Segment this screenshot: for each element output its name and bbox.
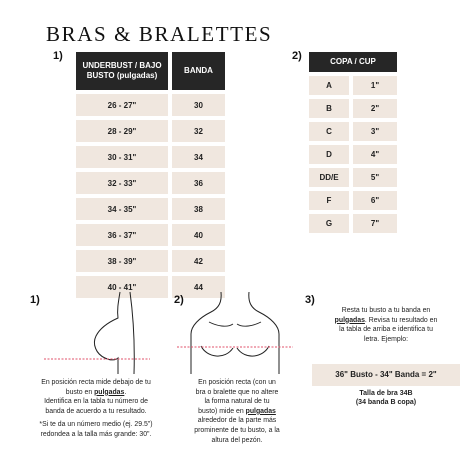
table-row	[76, 224, 225, 246]
cup-inches-cell: 7"	[353, 214, 397, 233]
cup-inches-cell: 1"	[353, 76, 397, 95]
table-row	[309, 214, 397, 233]
cup-letter-cell: A	[309, 76, 349, 95]
example-calculation: 36" Busto - 34" Banda = 2"	[312, 364, 460, 386]
cup-inches-cell: 6"	[353, 191, 397, 210]
table-row	[309, 122, 397, 141]
step3-caption: Resta tu busto a tu banda en pulgadas. Revisa tu resultado en la tabla de arriba e identifica tu letra. Ejemplo:	[334, 307, 438, 343]
cup-letter-cell: B	[309, 99, 349, 118]
underbust-cell: 40 - 41"	[76, 276, 168, 298]
step2-caption: En posición recta (con un bra o bralette que no altere la forma natural de tu busto) mide en pulgadas alrededor de la parte más prominente de tu busto, a la altura del pezón.	[194, 379, 280, 444]
table-row	[76, 146, 225, 168]
table-header-row	[76, 52, 225, 90]
underbust-cell: 34 - 35"	[76, 198, 168, 220]
band-size-table	[76, 48, 225, 302]
band-cell: 36	[172, 172, 225, 194]
underbust-column-header: UNDERBUST / BAJO BUSTO (pulgadas)	[76, 52, 168, 90]
cup-inches-cell: 3"	[353, 122, 397, 141]
table-row	[309, 145, 397, 164]
band-column-header: BANDA	[172, 52, 225, 90]
band-cell: 32	[172, 120, 225, 142]
table-row	[76, 172, 225, 194]
band-cell: 38	[172, 198, 225, 220]
table-row	[76, 120, 225, 142]
underbust-cell: 38 - 39"	[76, 250, 168, 272]
cup-letter-cell: D	[309, 145, 349, 164]
cup-inches-cell: 2"	[353, 99, 397, 118]
underbust-cell: 26 - 27"	[76, 94, 168, 116]
step1-number: 1)	[30, 294, 40, 306]
underbust-cell: 36 - 37"	[76, 224, 168, 246]
step2-number: 2)	[174, 294, 184, 306]
step1-caption: En posición recta mide debajo de tu busto en pulgadas. Identifica en la tabla tu número de banda de acuerdo a tu resultado. *Si te da un número medio (ej. 29.5") redondea a la talla más grande: 30".	[39, 379, 153, 438]
table-row	[309, 191, 397, 210]
table2-number: 2)	[292, 50, 302, 62]
table-header-row	[309, 52, 397, 72]
page-title: BRAS & BRALETTES	[46, 22, 273, 46]
underbust-cell: 32 - 33"	[76, 172, 168, 194]
band-cell: 42	[172, 250, 225, 272]
table-row	[76, 198, 225, 220]
table-row	[76, 94, 225, 116]
side-profile-illustration	[38, 290, 156, 374]
cup-letter-cell: F	[309, 191, 349, 210]
front-torso-illustration	[175, 290, 295, 374]
cup-letter-cell: G	[309, 214, 349, 233]
table-row	[309, 99, 397, 118]
band-cell: 44	[172, 276, 225, 298]
cup-letter-cell: C	[309, 122, 349, 141]
cup-size-table	[309, 48, 397, 237]
step3-number: 3)	[305, 294, 315, 306]
table-row	[309, 168, 397, 187]
underbust-cell: 28 - 29"	[76, 120, 168, 142]
band-cell: 30	[172, 94, 225, 116]
cup-inches-cell: 4"	[353, 145, 397, 164]
band-cell: 40	[172, 224, 225, 246]
table-row	[76, 250, 225, 272]
cup-inches-cell: 5"	[353, 168, 397, 187]
example-result: Talla de bra 34B (34 banda B copa)	[355, 390, 417, 407]
band-cell: 34	[172, 146, 225, 168]
table-row	[309, 76, 397, 95]
cup-column-header: COPA / CUP	[309, 52, 397, 72]
table1-number: 1)	[53, 50, 63, 62]
cup-letter-cell: DD/E	[309, 168, 349, 187]
underbust-cell: 30 - 31"	[76, 146, 168, 168]
